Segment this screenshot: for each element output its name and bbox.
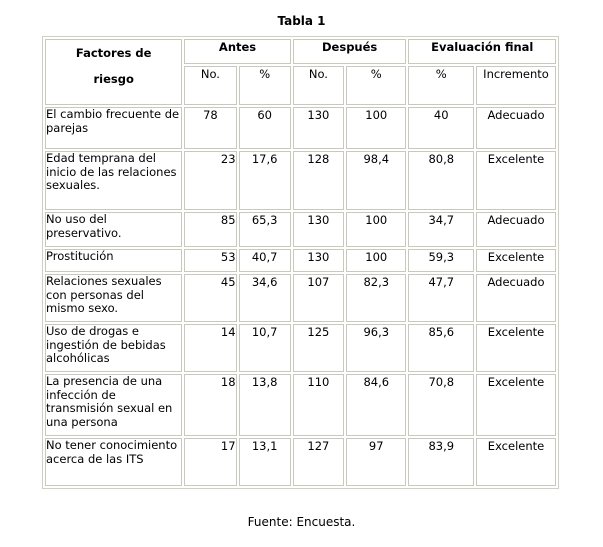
despues-pct-cell: 82,3 (346, 274, 406, 322)
incremento-cell: Excelente (476, 438, 556, 486)
table-row (45, 212, 556, 247)
antes-no-cell: 85 (184, 212, 236, 247)
incremento-cell: Adecuado (476, 212, 556, 247)
incremento-cell: Excelente (476, 374, 556, 436)
table-row (45, 274, 556, 322)
eval-pct-cell: 85,6 (408, 324, 474, 372)
table-title: Tabla 1 (277, 14, 326, 28)
header-incremento: Incremento (476, 66, 556, 105)
header-despues-no: No. (293, 66, 344, 105)
factor-cell: La presencia de una infección de transmisión sexual en una persona (45, 374, 182, 436)
factor-cell: No tener conocimiento acerca de las ITS (45, 438, 182, 486)
header-antes-pct: % (239, 66, 291, 105)
source-footnote: Fuente: Encuesta. (247, 515, 356, 529)
eval-pct-cell: 70,8 (408, 374, 474, 436)
incremento-cell: Adecuado (476, 107, 556, 149)
factor-cell: Prostitución (45, 249, 182, 272)
despues-no-cell: 128 (293, 151, 344, 210)
incremento-cell: Excelente (476, 151, 556, 210)
factor-cell: Edad temprana del inicio de las relaciones sexuales. (45, 151, 182, 210)
header-row-main (45, 39, 556, 64)
eval-pct-cell: 34,7 (408, 212, 474, 247)
table-row (45, 249, 556, 272)
factor-cell: No uso del preservativo. (45, 212, 182, 247)
table-row (45, 438, 556, 486)
despues-no-cell: 110 (293, 374, 344, 436)
despues-pct-cell: 100 (346, 249, 406, 272)
antes-no-cell: 23 (184, 151, 236, 210)
header-factores-line1: Factores de (75, 46, 152, 60)
antes-no-cell: 45 (184, 274, 236, 322)
table-row (45, 374, 556, 436)
antes-no-cell: 53 (184, 249, 236, 272)
despues-pct-cell: 100 (346, 107, 406, 149)
antes-no-cell: 18 (184, 374, 236, 436)
antes-pct-cell: 34,6 (239, 274, 291, 322)
header-factores (45, 39, 182, 105)
despues-pct-cell: 100 (346, 212, 406, 247)
eval-pct-cell: 47,7 (408, 274, 474, 322)
table-row (45, 107, 556, 149)
despues-pct-cell: 96,3 (346, 324, 406, 372)
despues-no-cell: 130 (293, 212, 344, 247)
eval-pct-cell: 59,3 (408, 249, 474, 272)
despues-no-cell: 125 (293, 324, 344, 372)
factor-cell: Uso de drogas e ingestión de bebidas alcohólicas (45, 324, 182, 372)
antes-pct-cell: 13,8 (239, 374, 291, 436)
header-despues-pct: % (346, 66, 406, 105)
header-evaluacion: Evaluación final (408, 39, 556, 64)
antes-no-cell: 17 (184, 438, 236, 486)
despues-pct-cell: 98,4 (346, 151, 406, 210)
antes-pct-cell: 10,7 (239, 324, 291, 372)
header-antes: Antes (184, 39, 291, 64)
despues-no-cell: 107 (293, 274, 344, 322)
factor-cell: El cambio frecuente de parejas (45, 107, 182, 149)
antes-pct-cell: 13,1 (239, 438, 291, 486)
eval-pct-cell: 83,9 (408, 438, 474, 486)
incremento-cell: Excelente (476, 249, 556, 272)
incremento-cell: Adecuado (476, 274, 556, 322)
header-antes-no: No. (184, 66, 236, 105)
antes-pct-cell: 60 (239, 107, 291, 149)
antes-no-cell: 14 (184, 324, 236, 372)
factor-cell: Relaciones sexuales con personas del mismo sexo. (45, 274, 182, 322)
antes-pct-cell: 65,3 (239, 212, 291, 247)
despues-no-cell: 130 (293, 107, 344, 149)
despues-pct-cell: 84,6 (346, 374, 406, 436)
despues-no-cell: 127 (293, 438, 344, 486)
table-row (45, 151, 556, 210)
header-factores-line2: riesgo (93, 72, 134, 86)
risk-factors-table (42, 36, 559, 489)
incremento-cell: Excelente (476, 324, 556, 372)
eval-pct-cell: 40 (408, 107, 474, 149)
header-despues: Después (293, 39, 407, 64)
antes-no-cell: 78 (184, 107, 236, 149)
antes-pct-cell: 40,7 (239, 249, 291, 272)
despues-no-cell: 130 (293, 249, 344, 272)
eval-pct-cell: 80,8 (408, 151, 474, 210)
table-row (45, 324, 556, 372)
header-eval-pct: % (408, 66, 474, 105)
antes-pct-cell: 17,6 (239, 151, 291, 210)
despues-pct-cell: 97 (346, 438, 406, 486)
